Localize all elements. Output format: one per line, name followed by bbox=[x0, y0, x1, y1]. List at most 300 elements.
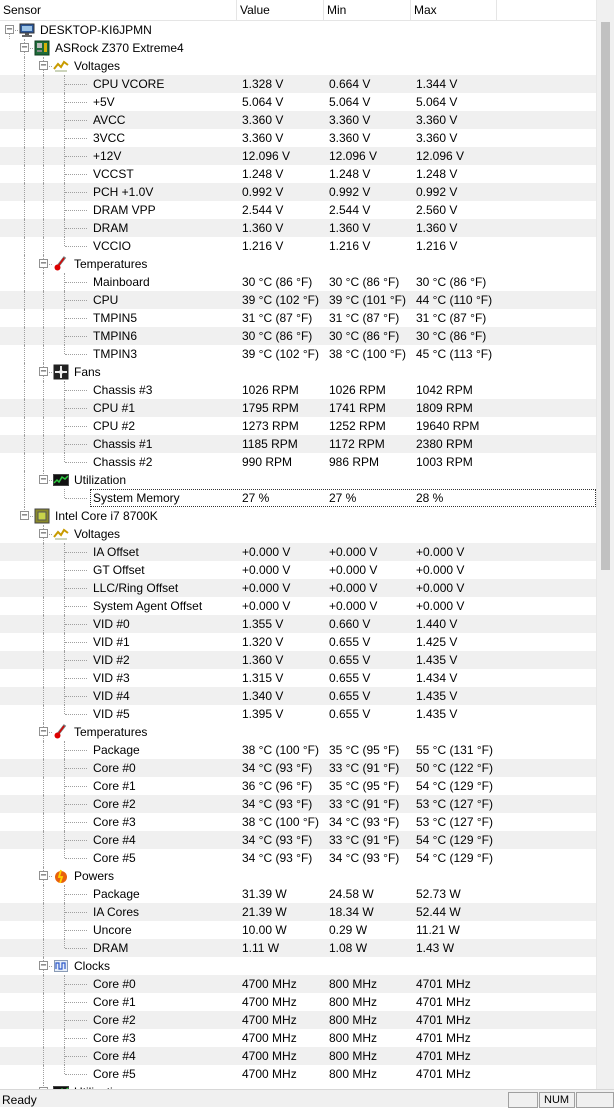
sensor-row[interactable] bbox=[0, 165, 596, 183]
sensor-min: +0.000 V bbox=[329, 563, 378, 577]
tree-guide-line bbox=[24, 75, 25, 93]
sensor-row[interactable] bbox=[0, 273, 596, 291]
column-header bbox=[0, 0, 614, 21]
sensor-max: 30 °C (86 °F) bbox=[416, 329, 487, 343]
sensor-label: Core #2 bbox=[93, 1013, 136, 1027]
tree-guide-line bbox=[43, 183, 44, 201]
computer-icon bbox=[19, 22, 35, 38]
sensor-value: 30 °C (86 °F) bbox=[242, 275, 313, 289]
sensor-max: 50 °C (122 °F) bbox=[416, 761, 493, 775]
tree-node[interactable] bbox=[0, 363, 596, 381]
tree-guide-line bbox=[24, 417, 25, 435]
sensor-row[interactable] bbox=[0, 93, 596, 111]
tree-guide-line bbox=[43, 849, 44, 867]
sensor-min: 0.660 V bbox=[329, 617, 371, 631]
column-header-sensor[interactable]: Sensor bbox=[0, 0, 237, 20]
tree-branch-line bbox=[65, 1038, 87, 1039]
collapse-toggle-icon[interactable]: − bbox=[40, 474, 47, 485]
tree-guide-line bbox=[43, 687, 44, 705]
sensor-row[interactable] bbox=[0, 705, 596, 723]
sensor-max: 1.43 W bbox=[416, 941, 455, 955]
sensor-label: GT Offset bbox=[93, 563, 145, 577]
tree-guide-line bbox=[43, 651, 44, 669]
sensor-max: 2.560 V bbox=[416, 203, 458, 217]
tree-branch-line bbox=[65, 246, 87, 247]
sensor-label: Core #1 bbox=[93, 779, 136, 793]
sensor-row[interactable] bbox=[0, 381, 596, 399]
sensor-value: 1.11 W bbox=[242, 941, 280, 955]
collapse-toggle-icon[interactable]: − bbox=[40, 366, 47, 377]
sensor-label: Core #1 bbox=[93, 995, 136, 1009]
sensor-row[interactable] bbox=[0, 201, 596, 219]
sensor-label: Chassis #1 bbox=[93, 437, 153, 451]
sensor-max: 30 °C (86 °F) bbox=[416, 275, 487, 289]
sensor-value: 1.315 V bbox=[242, 671, 284, 685]
sensor-max: 4701 MHz bbox=[416, 995, 471, 1009]
tree-guide-line bbox=[24, 93, 25, 111]
sensor-min: 30 °C (86 °F) bbox=[329, 329, 400, 343]
collapse-toggle-icon[interactable]: − bbox=[40, 528, 47, 539]
sensor-label: DRAM VPP bbox=[93, 203, 156, 217]
sensor-value: 27 % bbox=[242, 491, 270, 505]
tree-node[interactable] bbox=[0, 507, 596, 525]
tree-guide-line bbox=[64, 939, 65, 948]
sensor-label: Core #2 bbox=[93, 797, 136, 811]
sensor-row[interactable] bbox=[0, 651, 596, 669]
tree-guide-line bbox=[24, 399, 25, 417]
sensor-min: 800 MHz bbox=[329, 1013, 378, 1027]
sensor-value: 39 °C (102 °F) bbox=[242, 347, 319, 361]
sensor-row[interactable] bbox=[0, 327, 596, 345]
node-label: ASRock Z370 Extreme4 bbox=[55, 41, 184, 55]
sensor-label: DRAM bbox=[93, 941, 129, 955]
tree-guide-line bbox=[43, 1065, 44, 1083]
tree-guide-line bbox=[43, 669, 44, 687]
tree-guide-line bbox=[43, 1011, 44, 1029]
sensor-min: 1172 RPM bbox=[329, 437, 385, 451]
sensor-value: +0.000 V bbox=[242, 563, 291, 577]
sensor-row[interactable] bbox=[0, 75, 596, 93]
sensor-value: 4700 MHz bbox=[242, 995, 297, 1009]
sensor-min: 35 °C (95 °F) bbox=[329, 779, 400, 793]
tree-guide-line bbox=[43, 309, 44, 327]
scrollbar-thumb[interactable] bbox=[601, 22, 610, 570]
tree-guide-line bbox=[43, 579, 44, 597]
sensor-label: VID #1 bbox=[93, 635, 130, 649]
sensor-min: 1741 RPM bbox=[329, 401, 386, 415]
sensor-row[interactable] bbox=[0, 129, 596, 147]
sensor-row[interactable] bbox=[0, 1047, 596, 1065]
sensor-row[interactable] bbox=[0, 435, 596, 453]
sensor-value: 39 °C (102 °F) bbox=[242, 293, 319, 307]
sensor-min: 986 RPM bbox=[329, 455, 380, 469]
tree-branch-line bbox=[65, 714, 87, 715]
sensor-label: VCCIO bbox=[93, 239, 132, 253]
sensor-row[interactable] bbox=[0, 1065, 596, 1083]
sensor-min: 1.216 V bbox=[329, 239, 371, 253]
sensor-min: 2.544 V bbox=[329, 203, 371, 217]
cpu-chip-icon bbox=[34, 508, 50, 524]
tree-node[interactable] bbox=[0, 57, 596, 75]
tree-guide-line bbox=[43, 615, 44, 633]
node-label: Temperatures bbox=[74, 725, 148, 739]
tree-guide-line bbox=[24, 273, 25, 291]
sensor-row[interactable] bbox=[0, 903, 596, 921]
sensor-label: AVCC bbox=[93, 113, 126, 127]
vertical-scrollbar[interactable] bbox=[596, 0, 614, 1089]
sensor-label: VID #4 bbox=[93, 689, 130, 703]
tree-branch-line bbox=[65, 84, 87, 85]
sensor-row[interactable] bbox=[0, 813, 596, 831]
node-label: Voltages bbox=[74, 527, 121, 541]
tree-branch-line bbox=[65, 804, 87, 805]
sensor-label: Package bbox=[93, 887, 140, 901]
tree-guide-line bbox=[43, 1029, 44, 1047]
tree-guide-line bbox=[24, 435, 25, 453]
tree-guide-line bbox=[24, 165, 25, 183]
sensor-label: CPU #2 bbox=[93, 419, 136, 433]
sensor-row[interactable] bbox=[0, 237, 596, 255]
sensor-min: 1026 RPM bbox=[329, 383, 386, 397]
tree-branch-line bbox=[65, 984, 87, 985]
collapse-toggle-icon[interactable]: − bbox=[40, 60, 47, 71]
sensor-label: VID #5 bbox=[93, 707, 130, 721]
tree-guide-line bbox=[43, 1047, 44, 1065]
tree-guide-line bbox=[43, 291, 44, 309]
tree-guide-line bbox=[43, 921, 44, 939]
tree-guide-line bbox=[24, 183, 25, 201]
tree-guide-line bbox=[43, 345, 44, 363]
sensor-row[interactable] bbox=[0, 759, 596, 777]
collapse-toggle-icon[interactable]: − bbox=[40, 870, 47, 881]
sensor-row[interactable] bbox=[0, 687, 596, 705]
sensor-label: LLC/Ring Offset bbox=[93, 581, 179, 595]
sensor-label: VID #2 bbox=[93, 653, 130, 667]
tree-branch-line bbox=[65, 1002, 87, 1003]
sensor-row[interactable] bbox=[0, 291, 596, 309]
tree-branch-line bbox=[65, 102, 87, 103]
tree-guide-line bbox=[64, 705, 65, 714]
tree-node[interactable] bbox=[0, 867, 596, 885]
thermometer-icon bbox=[53, 256, 69, 272]
tree-node[interactable] bbox=[0, 255, 596, 273]
sensor-row[interactable] bbox=[0, 543, 596, 561]
column-header-min[interactable]: Min bbox=[324, 0, 411, 20]
sensor-row[interactable] bbox=[0, 345, 596, 363]
status-bar bbox=[0, 1089, 614, 1107]
tree-node[interactable] bbox=[0, 957, 596, 975]
voltage-icon bbox=[53, 58, 69, 74]
sensor-row[interactable] bbox=[0, 669, 596, 687]
sensor-label: CPU VCORE bbox=[93, 77, 165, 91]
sensor-row[interactable] bbox=[0, 219, 596, 237]
sensor-label: Core #4 bbox=[93, 1049, 136, 1063]
sensor-row[interactable] bbox=[0, 309, 596, 327]
sensor-max: +0.000 V bbox=[416, 599, 465, 613]
sensor-min: 800 MHz bbox=[329, 1049, 378, 1063]
tree-guide-line bbox=[24, 147, 25, 165]
sensor-max: 1042 RPM bbox=[416, 383, 473, 397]
sensor-value: 1.320 V bbox=[242, 635, 284, 649]
sensor-row[interactable] bbox=[0, 921, 596, 939]
sensor-value: 4700 MHz bbox=[242, 1031, 297, 1045]
tree-branch-line bbox=[65, 948, 87, 949]
sensor-min: 24.58 W bbox=[329, 887, 374, 901]
sensor-max: 31 °C (87 °F) bbox=[416, 311, 487, 325]
tree-guide-line bbox=[43, 399, 44, 417]
sensor-max: 52.73 W bbox=[416, 887, 461, 901]
sensor-min: 34 °C (93 °F) bbox=[329, 851, 400, 865]
tree-branch-line bbox=[65, 570, 87, 571]
tree-node[interactable] bbox=[0, 21, 596, 39]
tree-node[interactable] bbox=[0, 39, 596, 57]
tree-branch-line bbox=[65, 858, 87, 859]
tree-branch-line bbox=[65, 552, 87, 553]
sensor-max: 4701 MHz bbox=[416, 1067, 471, 1081]
sensor-value: 31 °C (87 °F) bbox=[242, 311, 313, 325]
sensor-value: 0.992 V bbox=[242, 185, 284, 199]
tree-branch-line bbox=[65, 660, 87, 661]
tree-guide-line bbox=[64, 1065, 65, 1074]
sensor-value: 4700 MHz bbox=[242, 1067, 297, 1081]
sensor-row[interactable] bbox=[0, 795, 596, 813]
sensor-max: 1.435 V bbox=[416, 653, 458, 667]
sensor-value: 34 °C (93 °F) bbox=[242, 851, 313, 865]
tree-branch-line bbox=[65, 930, 87, 931]
sensor-max: 3.360 V bbox=[416, 131, 458, 145]
node-label: Clocks bbox=[74, 959, 111, 973]
sensor-value: 1.395 V bbox=[242, 707, 284, 721]
tree-guide-line bbox=[24, 489, 25, 507]
sensor-min: 0.29 W bbox=[329, 923, 368, 937]
sensor-value: 38 °C (100 °F) bbox=[242, 743, 319, 757]
sensor-min: 3.360 V bbox=[329, 113, 371, 127]
tree-guide-line bbox=[43, 993, 44, 1011]
sensor-max: 55 °C (131 °F) bbox=[416, 743, 493, 757]
sensor-label: 3VCC bbox=[93, 131, 126, 145]
sensor-row[interactable] bbox=[0, 561, 596, 579]
sensor-label: CPU bbox=[93, 293, 119, 307]
tree-branch-line bbox=[65, 174, 87, 175]
node-label: Fans bbox=[74, 365, 101, 379]
sensor-value: 34 °C (93 °F) bbox=[242, 761, 313, 775]
sensor-min: 0.664 V bbox=[329, 77, 371, 91]
sensor-max: 54 °C (129 °F) bbox=[416, 851, 493, 865]
tree-branch-line bbox=[65, 750, 87, 751]
collapse-toggle-icon[interactable]: − bbox=[40, 726, 47, 737]
sensor-value: 1.328 V bbox=[242, 77, 284, 91]
collapse-toggle-icon[interactable]: − bbox=[40, 960, 47, 971]
sensor-row[interactable] bbox=[0, 399, 596, 417]
sensor-tree[interactable] bbox=[0, 21, 596, 1087]
column-header-value[interactable]: Value bbox=[237, 0, 324, 20]
sensor-row[interactable] bbox=[0, 633, 596, 651]
sensor-row[interactable] bbox=[0, 417, 596, 435]
tree-branch-line bbox=[65, 696, 87, 697]
sensor-max: 54 °C (129 °F) bbox=[416, 833, 493, 847]
sensor-min: 0.655 V bbox=[329, 653, 371, 667]
sensor-value: 34 °C (93 °F) bbox=[242, 833, 313, 847]
sensor-value: 1.360 V bbox=[242, 221, 284, 235]
sensor-row[interactable] bbox=[0, 183, 596, 201]
sensor-label: Package bbox=[93, 743, 140, 757]
tree-branch-line bbox=[65, 786, 87, 787]
sensor-max: 1003 RPM bbox=[416, 455, 473, 469]
tree-guide-line bbox=[43, 435, 44, 453]
tree-branch-line bbox=[65, 840, 87, 841]
sensor-value: 1.216 V bbox=[242, 239, 284, 253]
sensor-value: 990 RPM bbox=[242, 455, 293, 469]
sensor-max: 1.360 V bbox=[416, 221, 458, 235]
sensor-row[interactable] bbox=[0, 777, 596, 795]
sensor-label: CPU #1 bbox=[93, 401, 136, 415]
tree-guide-line bbox=[64, 345, 65, 354]
tree-branch-line bbox=[65, 228, 87, 229]
node-label: Utilization bbox=[74, 473, 127, 487]
tree-guide-line bbox=[43, 129, 44, 147]
tree-guide-line bbox=[24, 201, 25, 219]
column-header-max[interactable]: Max bbox=[411, 0, 497, 20]
sensor-label: Core #0 bbox=[93, 761, 136, 775]
sensor-value: 1.360 V bbox=[242, 653, 284, 667]
sensor-label: Chassis #2 bbox=[93, 455, 153, 469]
tree-branch-line bbox=[65, 606, 87, 607]
sensor-max: 53 °C (127 °F) bbox=[416, 815, 493, 829]
sensor-value: 4700 MHz bbox=[242, 977, 297, 991]
sensor-row[interactable] bbox=[0, 579, 596, 597]
sensor-max: 1.425 V bbox=[416, 635, 458, 649]
sensor-label: Core #5 bbox=[93, 851, 136, 865]
tree-node[interactable] bbox=[0, 525, 596, 543]
tree-branch-line bbox=[65, 282, 87, 283]
sensor-value: 1.340 V bbox=[242, 689, 284, 703]
tree-guide-line bbox=[43, 219, 44, 237]
tree-guide-line bbox=[24, 219, 25, 237]
sensor-max: 11.21 W bbox=[416, 923, 460, 937]
tree-guide-line bbox=[43, 597, 44, 615]
sensor-max: 1.435 V bbox=[416, 689, 458, 703]
sensor-row[interactable] bbox=[0, 849, 596, 867]
sensor-row[interactable] bbox=[0, 975, 596, 993]
tree-branch-line bbox=[65, 156, 87, 157]
sensor-row[interactable] bbox=[0, 993, 596, 1011]
sensor-row[interactable] bbox=[0, 615, 596, 633]
status-panel-blank-2 bbox=[576, 1092, 614, 1108]
tree-guide-line bbox=[43, 759, 44, 777]
sensor-min: 38 °C (100 °F) bbox=[329, 347, 406, 361]
sensor-row[interactable] bbox=[0, 453, 596, 471]
sensor-row[interactable] bbox=[0, 597, 596, 615]
sensor-max: 28 % bbox=[416, 491, 444, 505]
sensor-max: 1.435 V bbox=[416, 707, 458, 721]
sensor-min: +0.000 V bbox=[329, 581, 378, 595]
sensor-min: 1.248 V bbox=[329, 167, 371, 181]
sensor-max: 12.096 V bbox=[416, 149, 465, 163]
sensor-value: 3.360 V bbox=[242, 113, 284, 127]
sensor-min: 33 °C (91 °F) bbox=[329, 761, 400, 775]
node-label: DESKTOP-KI6JPMN bbox=[40, 23, 152, 37]
tree-node[interactable] bbox=[0, 723, 596, 741]
sensor-row[interactable] bbox=[0, 885, 596, 903]
thermometer-icon bbox=[53, 724, 69, 740]
sensor-max: 4701 MHz bbox=[416, 1013, 471, 1027]
voltage-icon bbox=[53, 526, 69, 542]
tree-guide-line bbox=[24, 291, 25, 309]
tree-guide-line bbox=[24, 237, 25, 255]
tree-branch-line bbox=[65, 642, 87, 643]
sensor-value: 31.39 W bbox=[242, 887, 287, 901]
sensor-label: VCCST bbox=[93, 167, 134, 181]
sensor-label: +12V bbox=[93, 149, 122, 163]
sensor-value: 1.248 V bbox=[242, 167, 284, 181]
tree-branch-line bbox=[65, 588, 87, 589]
sensor-value: 12.096 V bbox=[242, 149, 291, 163]
sensor-label: Chassis #3 bbox=[93, 383, 153, 397]
sensor-value: 36 °C (96 °F) bbox=[242, 779, 313, 793]
sensor-row[interactable] bbox=[0, 939, 596, 957]
sensor-row[interactable] bbox=[0, 111, 596, 129]
sensor-row[interactable] bbox=[0, 147, 596, 165]
node-label: Powers bbox=[74, 869, 115, 883]
tree-guide-line bbox=[43, 237, 44, 255]
sensor-value: 30 °C (86 °F) bbox=[242, 329, 313, 343]
tree-guide-line bbox=[24, 363, 25, 381]
tree-guide-line bbox=[43, 939, 44, 957]
sensor-min: 0.655 V bbox=[329, 689, 371, 703]
sensor-label: Mainboard bbox=[93, 275, 150, 289]
tree-guide-line bbox=[24, 129, 25, 147]
sensor-value: 1.355 V bbox=[242, 617, 284, 631]
tree-node[interactable] bbox=[0, 471, 596, 489]
collapse-toggle-icon[interactable]: − bbox=[40, 258, 47, 269]
sensor-value: 1026 RPM bbox=[242, 383, 299, 397]
tree-guide-line bbox=[43, 975, 44, 993]
sensor-value: 1795 RPM bbox=[242, 401, 299, 415]
sensor-max: 4701 MHz bbox=[416, 977, 471, 991]
collapse-toggle-icon[interactable]: − bbox=[21, 42, 28, 53]
sensor-row[interactable] bbox=[0, 489, 596, 507]
tree-guide-line bbox=[24, 471, 25, 489]
sensor-value: 38 °C (100 °F) bbox=[242, 815, 319, 829]
sensor-max: 52.44 W bbox=[416, 905, 461, 919]
tree-branch-line bbox=[65, 390, 87, 391]
sensor-row[interactable] bbox=[0, 1011, 596, 1029]
sensor-label: TMPIN5 bbox=[93, 311, 138, 325]
tree-guide-line bbox=[43, 93, 44, 111]
sensor-row[interactable] bbox=[0, 1029, 596, 1047]
sensor-min: 0.992 V bbox=[329, 185, 371, 199]
tree-guide-line bbox=[24, 327, 25, 345]
sensor-value: 10.00 W bbox=[242, 923, 287, 937]
sensor-min: 34 °C (93 °F) bbox=[329, 815, 400, 829]
tree-branch-line bbox=[65, 894, 87, 895]
tree-guide-line bbox=[43, 147, 44, 165]
sensor-label: IA Cores bbox=[93, 905, 140, 919]
tree-guide-line bbox=[43, 741, 44, 759]
tree-guide-line bbox=[24, 309, 25, 327]
sensor-row[interactable] bbox=[0, 741, 596, 759]
sensor-min: 27 % bbox=[329, 491, 357, 505]
sensor-tree-rows bbox=[0, 21, 596, 1101]
sensor-min: 39 °C (101 °F) bbox=[329, 293, 406, 307]
tree-guide-line bbox=[24, 345, 25, 363]
sensor-min: 1.360 V bbox=[329, 221, 371, 235]
collapse-toggle-icon[interactable]: − bbox=[6, 24, 13, 35]
sensor-label: VID #0 bbox=[93, 617, 130, 631]
tree-guide-line bbox=[64, 237, 65, 246]
sensor-row[interactable] bbox=[0, 831, 596, 849]
collapse-toggle-icon[interactable]: − bbox=[21, 510, 28, 521]
